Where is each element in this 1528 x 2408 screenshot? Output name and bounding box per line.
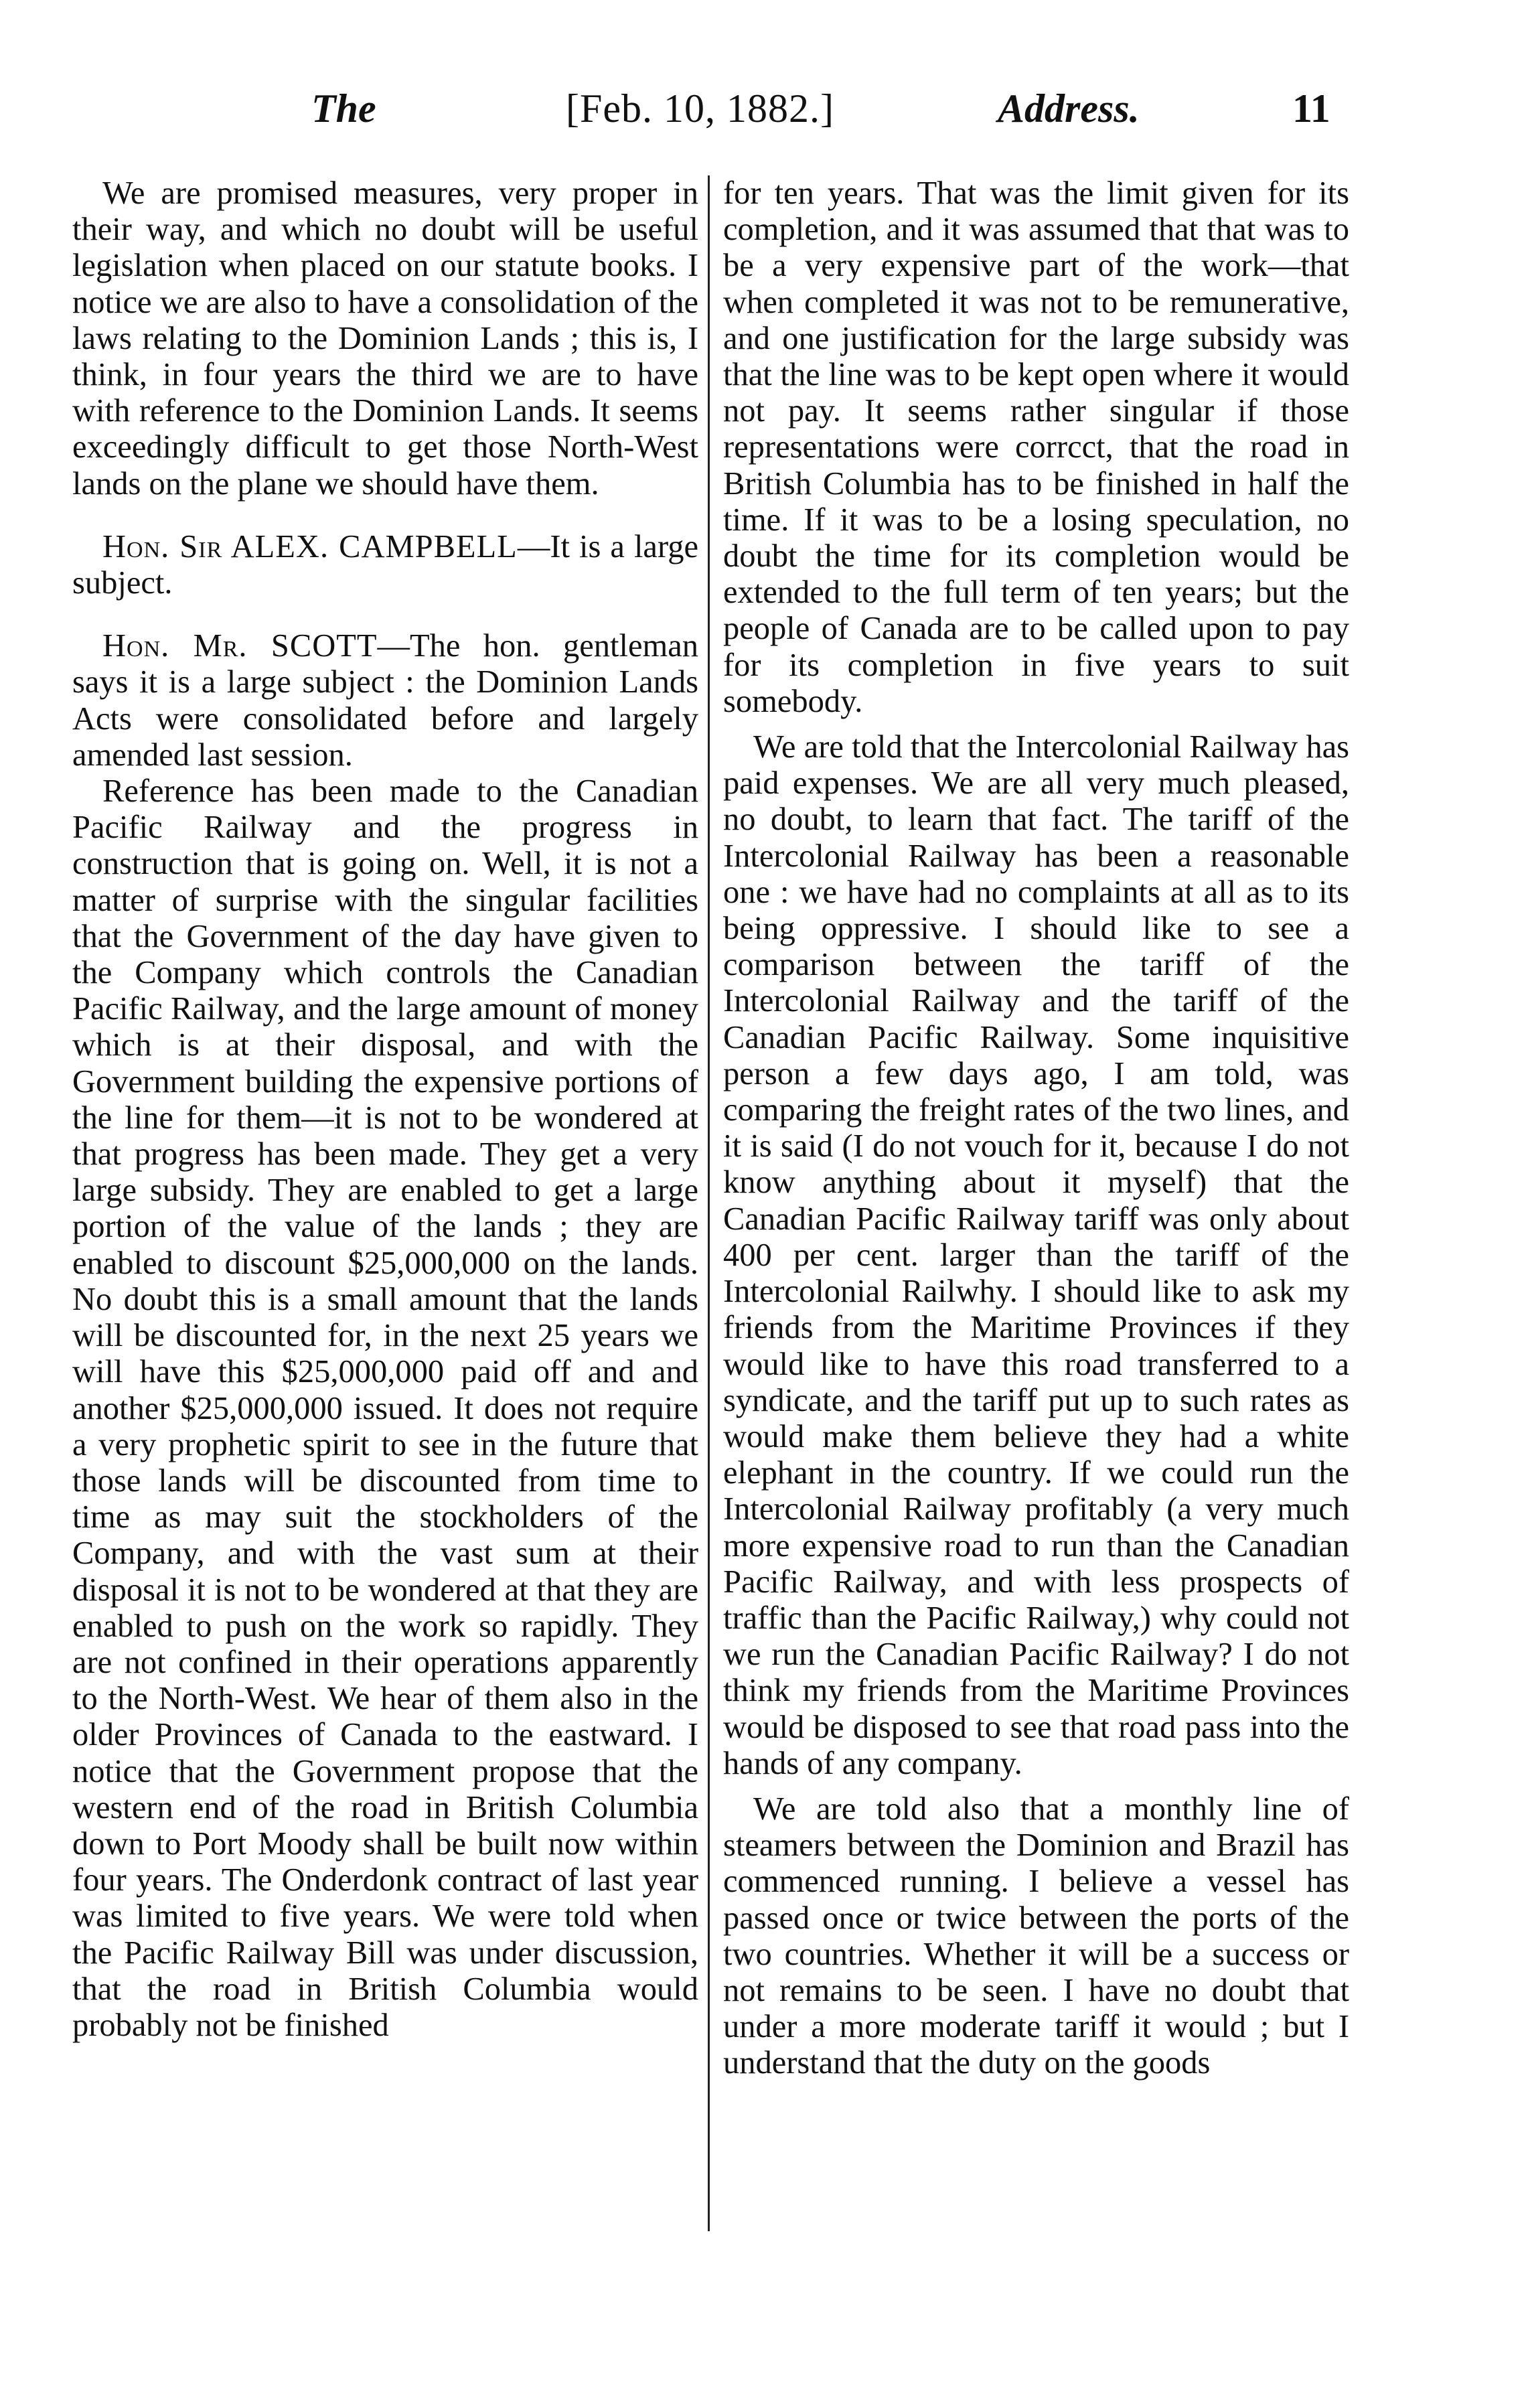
speaker-name: Hon. Sir ALEX. CAMPBELL (102, 528, 518, 565)
paragraph: We are told also that a monthly line of steamers between the Dominion and Brazil has commenced running. I believe a vessel has passed once or twice between the ports of the two countries. Whether it will be a success or not remains to be seen. I have no doubt that under a more moderate tariff it would ; but I understand that the duty on the goods (723, 1791, 1349, 2081)
page-header (0, 86, 1528, 146)
paragraph: We are told that the Intercolonial Railway has paid expenses. We are all very much pleased, no doubt, to learn that fact. The tariff of the Intercolonial Railway has been a reasonable one : we have had no complaints at all as to its being oppressive. I should like to see a comparison between the tariff of the Intercolonial Railway and the tariff of the Canadian Pacific Railway. Some inquisitive person a few days ago, I am told, was comparing the freight rates of the two lines, and it is said (I do not vouch for it, because I do not know anything about it myself) that the Canadian Pacific Railway tariff was only about 400 per cent. larger than the tariff of the Intercolonial Railwhy. I should like to ask my friends from the Maritime Provinces if they would like to have this road transferred to a syndicate, and the tariff put up to such rates as would make them believe they had a white elephant in the country. If we could run the Intercolonial Railway profitably (a very much more expensive road to run than the Canadian Pacific Railway, and with less prospects of traffic than the Pacific Railway,) why could not we run the Canadian Pacific Railway? I do not think my friends from the Maritime Provinces would be disposed to see that road pass into the hands of any company. (723, 729, 1349, 1781)
page-number: 11 (1292, 86, 1330, 131)
speech-text: —It is a large subject. (72, 528, 698, 601)
running-head-date: [Feb. 10, 1882.] (566, 86, 834, 131)
paragraph: for ten years. That was the limit given for its completion, and it was assumed that that was to be a very expensive part of the work—that when completed it was not to be remunerative, and one justification for the large subsidy was that the line was to be kept open where it would not pay. It seems rather singular if those representations were corrcct, that the road in British Columbia has to be finished in half the time. If it was to be a losing speculation, no doubt the time for its completion would be extended to the full term of ten years; but the people of Canada are to be called upon to pay for its completion in five years to suit somebody. (723, 175, 1349, 719)
speech-paragraph (72, 628, 698, 773)
paragraph: We are promised measures, very proper in their way, and which no doubt will be useful legislation when placed on our statute books. I notice we are also to have a consolidation of the laws relating to the Dominion Lands ; this is, I think, in four years the third we are to have with reference to the Dominion Lands. It seems exceedingly difficult to get those North-West lands on the plane we should have them. (72, 175, 698, 502)
speaker-name: Hon. Mr. SCOTT (102, 628, 378, 664)
paragraph: Reference has been made to the Canadian Pacific Railway and the progress in construction that is going on. Well, it is not a matter of surprise with the singular facilities that the Government of the day have given to the Company which controls the Canadian Pacific Railway, and the large amount of money which is at their disposal, and with the Government building the expensive portions of the line for them—it is not to be wondered at that progress has been made. They get a very large subsidy. They are enabled to get a large portion of the value of the lands ; they are enabled to discount $25,000,000 on the lands. No doubt this is a small amount that the lands will be discounted for, in the next 25 years we will have this $25,000,000 paid off and and another $25,000,000 issued. It does not require a very prophetic spirit to see in the future that those lands will be discounted from time to time as may suit the stockholders of the Company, and with the vast sum at their disposal it is not to be wondered at that they are enabled to push on the work so rapidly. They are not confined in their operations apparently to the North-West. We hear of them also in the older Provinces of Canada to the eastward. I notice that the Government propose that the western end of the road in British Columbia down to Port Moody shall be built now within four years. The Onderdonk contract of last year was limited to five years. We were told when the Pacific Railway Bill was under discussion, that the road in British Columbia would probably not be finished (72, 773, 698, 2043)
column-divider (708, 175, 710, 2231)
running-head-left: The (311, 86, 376, 131)
running-head-right: Address. (998, 86, 1140, 131)
speech-text: —The hon. gentleman says it is a large subject : the Dominion Lands Acts were consolidated before and largely amended last session. (72, 628, 698, 773)
speech-paragraph (72, 529, 698, 601)
right-column (723, 175, 1349, 2082)
left-column (72, 175, 698, 2044)
